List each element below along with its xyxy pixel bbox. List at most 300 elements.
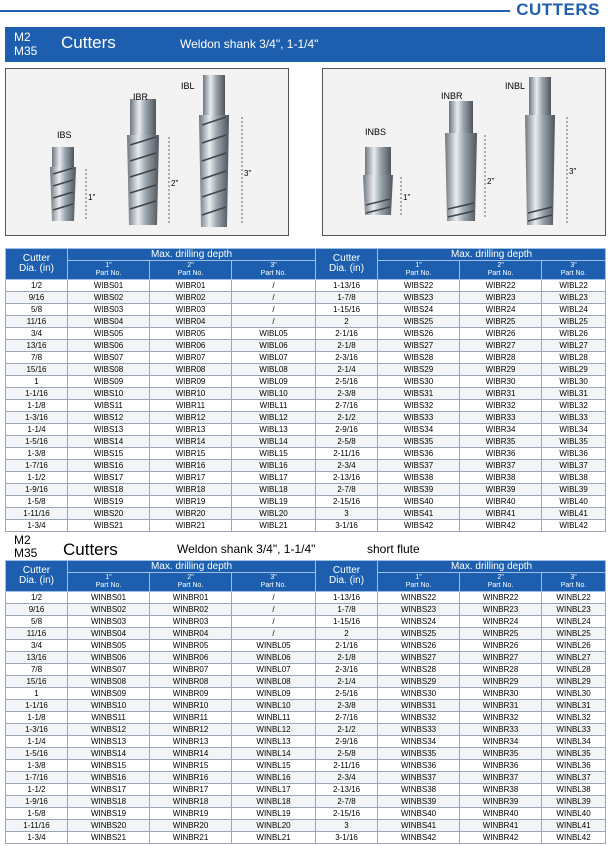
cell-part-no: WIBS07 (68, 352, 150, 364)
cell-part-no: WIBS06 (68, 340, 150, 352)
cell-part-no: WINBR17 (150, 784, 232, 796)
cell-diameter: 2-1/8 (316, 340, 378, 352)
section2-header (5, 534, 605, 560)
cell-part-no: WINBR28 (460, 664, 542, 676)
cell-diameter: 1-11/16 (6, 820, 68, 832)
cell-diameter: 1-3/4 (6, 832, 68, 844)
table-row (6, 664, 606, 676)
cell-part-no: WIBL22 (542, 280, 606, 292)
cell-part-no: WINBS03 (68, 616, 150, 628)
label-inbs: INBS (365, 127, 387, 137)
table-row (6, 784, 606, 796)
cell-part-no: WIBL42 (542, 520, 606, 532)
cell-part-no: WIBR14 (150, 436, 232, 448)
cell-diameter: 1-7/8 (316, 604, 378, 616)
section1-grade (14, 30, 37, 58)
cell-part-no: WIBR09 (150, 376, 232, 388)
cell-part-no: WINBS32 (378, 712, 460, 724)
table-row (6, 364, 606, 376)
depth-label: 2" (187, 262, 194, 269)
cell-part-no: / (232, 616, 316, 628)
shank-inbr (449, 101, 473, 133)
cell-part-no: WINBR01 (150, 592, 232, 604)
cell-diameter: 1-9/16 (6, 484, 68, 496)
cell-part-no: WINBS12 (68, 724, 150, 736)
cell-part-no: WIBS25 (378, 316, 460, 328)
table-row (6, 376, 606, 388)
cell-part-no: WIBR08 (150, 364, 232, 376)
col-header-dia (6, 249, 68, 280)
cell-part-no: WINBR32 (460, 712, 542, 724)
dim-ibs: 1" (88, 193, 96, 202)
cell-part-no: WIBS13 (68, 424, 150, 436)
cell-part-no: WINBR38 (460, 784, 542, 796)
cell-part-no: WINBS08 (68, 676, 150, 688)
cell-part-no: WIBL20 (232, 508, 316, 520)
parts-table-1 (5, 248, 606, 532)
header-cutter: Cutter (332, 565, 361, 576)
cell-diameter: 3 (316, 508, 378, 520)
table-row (6, 280, 606, 292)
cell-part-no: WIBR03 (150, 304, 232, 316)
cell-part-no: WINBL06 (232, 652, 316, 664)
cell-diameter: 2-15/16 (316, 808, 378, 820)
cell-part-no: WIBL23 (542, 292, 606, 304)
cell-diameter: 2-9/16 (316, 736, 378, 748)
cell-part-no: WINBR20 (150, 820, 232, 832)
cell-part-no: WINBR03 (150, 616, 232, 628)
label-ibl: IBL (181, 81, 195, 91)
cell-part-no: WIBL35 (542, 436, 606, 448)
cell-diameter: 1-1/4 (6, 424, 68, 436)
depth-label: 2" (497, 574, 504, 581)
table-body (6, 280, 606, 532)
table-row (6, 340, 606, 352)
table-row (6, 712, 606, 724)
table-row (6, 400, 606, 412)
cell-part-no: WINBL16 (232, 772, 316, 784)
cell-part-no: WIBL30 (542, 376, 606, 388)
cell-part-no: WIBL19 (232, 496, 316, 508)
header-cutter: Cutter (332, 253, 361, 264)
cell-part-no: WINBR13 (150, 736, 232, 748)
grade-m2: M2 (14, 30, 31, 44)
header-dia: Dia. (in) (329, 575, 365, 586)
cell-part-no: WINBL36 (542, 760, 606, 772)
part-label: Part No. (405, 270, 432, 277)
cell-part-no: WINBL35 (542, 748, 606, 760)
table-row (6, 628, 606, 640)
cell-part-no: WINBS05 (68, 640, 150, 652)
cell-part-no: WIBL05 (232, 328, 316, 340)
cell-part-no: WINBR27 (460, 652, 542, 664)
table-row (6, 520, 606, 532)
dim-ibr: 2" (171, 179, 179, 188)
cell-part-no: WIBS28 (378, 352, 460, 364)
cell-diameter: 1-3/16 (6, 724, 68, 736)
cell-diameter: 1-1/4 (6, 736, 68, 748)
cell-part-no: WIBR15 (150, 448, 232, 460)
table-row (6, 484, 606, 496)
table-row (6, 472, 606, 484)
table-row (6, 772, 606, 784)
cell-part-no: WIBS38 (378, 472, 460, 484)
cell-diameter: 1-5/16 (6, 748, 68, 760)
cell-part-no: WINBS42 (378, 832, 460, 844)
cell-diameter: 2-5/16 (316, 688, 378, 700)
table-row (6, 592, 606, 604)
cell-diameter: 2-3/8 (316, 388, 378, 400)
cell-part-no: WIBL29 (542, 364, 606, 376)
cell-part-no: WINBS11 (68, 712, 150, 724)
cell-part-no: WINBS31 (378, 700, 460, 712)
cell-diameter: 15/16 (6, 676, 68, 688)
body-inbs (363, 175, 393, 215)
cell-part-no: WIBR40 (460, 496, 542, 508)
cell-diameter: 13/16 (6, 340, 68, 352)
cell-part-no: WINBS35 (378, 748, 460, 760)
dim-inbr: 2" (487, 177, 495, 186)
cell-diameter: 3 (316, 820, 378, 832)
cell-part-no: WINBR24 (460, 616, 542, 628)
cell-diameter: 1-3/8 (6, 760, 68, 772)
cell-part-no: WIBR04 (150, 316, 232, 328)
cell-diameter: 5/8 (6, 616, 68, 628)
cell-part-no: WINBS15 (68, 760, 150, 772)
col-header-3in (232, 573, 316, 592)
cell-diameter: 3/4 (6, 328, 68, 340)
cell-part-no: WIBL11 (232, 400, 316, 412)
cell-part-no: WINBS29 (378, 676, 460, 688)
cell-diameter: 2-5/8 (316, 436, 378, 448)
table-row (6, 688, 606, 700)
cell-part-no: WIBS20 (68, 508, 150, 520)
cell-part-no: WIBR06 (150, 340, 232, 352)
cell-part-no: WIBS27 (378, 340, 460, 352)
cell-part-no: WIBS40 (378, 496, 460, 508)
cell-part-no: WIBS21 (68, 520, 150, 532)
cell-part-no: WIBR05 (150, 328, 232, 340)
cell-part-no: WINBR22 (460, 592, 542, 604)
cell-part-no: WIBS12 (68, 412, 150, 424)
cell-part-no: WINBS10 (68, 700, 150, 712)
cell-part-no: WINBR39 (460, 796, 542, 808)
dim-inbl: 3" (569, 167, 577, 176)
cell-part-no: WIBR41 (460, 508, 542, 520)
cell-part-no: WIBL26 (542, 328, 606, 340)
cell-diameter: 2-3/16 (316, 664, 378, 676)
part-label: Part No. (260, 582, 287, 589)
table-row (6, 328, 606, 340)
table-row (6, 748, 606, 760)
cell-part-no: WIBR11 (150, 400, 232, 412)
cell-part-no: WINBL13 (232, 736, 316, 748)
table-row (6, 388, 606, 400)
cutter-illustration-inb (323, 69, 605, 235)
cell-part-no: WIBL37 (542, 460, 606, 472)
cell-part-no: WINBS24 (378, 616, 460, 628)
col-header-3in (542, 573, 606, 592)
cell-part-no: WINBL20 (232, 820, 316, 832)
cell-part-no: WIBS16 (68, 460, 150, 472)
cell-part-no: WINBS09 (68, 688, 150, 700)
cell-diameter: 2-1/2 (316, 412, 378, 424)
cell-part-no: WINBS22 (378, 592, 460, 604)
cell-diameter: 1/2 (6, 592, 68, 604)
section2-note: short flute (367, 542, 420, 556)
dim-inbs: 1" (403, 193, 411, 202)
cell-part-no: WINBR06 (150, 652, 232, 664)
cell-diameter: 1-5/16 (6, 436, 68, 448)
cell-part-no: WIBR33 (460, 412, 542, 424)
cell-part-no: WINBS27 (378, 652, 460, 664)
cell-diameter: 1-3/8 (6, 448, 68, 460)
cell-part-no: WINBL30 (542, 688, 606, 700)
cell-part-no: WINBL37 (542, 772, 606, 784)
table-row (6, 760, 606, 772)
cell-diameter: 2-13/16 (316, 472, 378, 484)
cell-diameter: 1-5/8 (6, 496, 68, 508)
col-header-2in (150, 573, 232, 592)
table-row (6, 640, 606, 652)
cell-part-no: WINBR05 (150, 640, 232, 652)
cell-diameter: 1-1/8 (6, 400, 68, 412)
cell-part-no: WINBS06 (68, 652, 150, 664)
depth-label: 1" (105, 262, 112, 269)
cell-part-no: WINBL42 (542, 832, 606, 844)
col-header-max-depth: Max. drilling depth (68, 561, 316, 573)
brand-title: CUTTERS (516, 0, 600, 19)
col-header-3in (542, 261, 606, 280)
table-row (6, 496, 606, 508)
cell-part-no: WIBS34 (378, 424, 460, 436)
cell-part-no: WIBL25 (542, 316, 606, 328)
cell-part-no: WIBR28 (460, 352, 542, 364)
cell-part-no: WIBL15 (232, 448, 316, 460)
cell-part-no: WINBS37 (378, 772, 460, 784)
cell-part-no: WIBS19 (68, 496, 150, 508)
cell-part-no: WIBS14 (68, 436, 150, 448)
cell-diameter: 3/4 (6, 640, 68, 652)
cell-part-no: WINBL29 (542, 676, 606, 688)
cell-part-no: WIBL13 (232, 424, 316, 436)
cell-part-no: WIBS24 (378, 304, 460, 316)
cell-part-no: WINBL12 (232, 724, 316, 736)
cell-part-no: WINBL07 (232, 664, 316, 676)
cell-part-no: WINBS19 (68, 808, 150, 820)
cell-diameter: 1 (6, 376, 68, 388)
body-inbr (445, 133, 477, 221)
shank-ibs (52, 147, 74, 167)
table-row (6, 460, 606, 472)
cell-part-no: WIBL32 (542, 400, 606, 412)
header-dia: Dia. (in) (329, 263, 365, 274)
photo-panel-inb (322, 68, 606, 236)
cell-part-no: WINBL21 (232, 832, 316, 844)
cell-part-no: WIBS01 (68, 280, 150, 292)
cell-part-no: WINBL09 (232, 688, 316, 700)
section2-grade (14, 534, 37, 560)
cell-part-no: WINBS36 (378, 760, 460, 772)
depth-label: 1" (415, 574, 422, 581)
cell-diameter: 1-1/16 (6, 388, 68, 400)
cell-part-no: WINBL18 (232, 796, 316, 808)
cell-part-no: WINBR15 (150, 760, 232, 772)
grade-m2: M2 (14, 533, 31, 547)
cell-part-no: WINBR21 (150, 832, 232, 844)
shank-ibr (130, 99, 156, 135)
section2-title: Cutters (63, 540, 118, 559)
cell-diameter: 1-7/8 (316, 292, 378, 304)
cell-diameter: 2-3/4 (316, 772, 378, 784)
header-cutter: Cutter (22, 253, 51, 264)
cell-diameter: 2-1/4 (316, 676, 378, 688)
cell-part-no: WIBR22 (460, 280, 542, 292)
body-inbl (525, 115, 555, 225)
cell-part-no: / (232, 592, 316, 604)
cell-diameter: 2-9/16 (316, 424, 378, 436)
cell-part-no: WIBS11 (68, 400, 150, 412)
cell-part-no: WIBR07 (150, 352, 232, 364)
cell-part-no: WINBL11 (232, 712, 316, 724)
shank-inbs (365, 147, 391, 175)
shank-inbl (529, 77, 551, 115)
cell-part-no: WIBL28 (542, 352, 606, 364)
cell-part-no: WINBS21 (68, 832, 150, 844)
cell-diameter: 1-3/4 (6, 520, 68, 532)
cell-diameter: 1-7/16 (6, 772, 68, 784)
cell-part-no: WIBL08 (232, 364, 316, 376)
cell-diameter: 2-1/16 (316, 640, 378, 652)
cell-part-no: WIBR12 (150, 412, 232, 424)
cell-part-no: WINBL31 (542, 700, 606, 712)
cell-part-no: WINBR19 (150, 808, 232, 820)
col-header-2in (460, 261, 542, 280)
cell-part-no: WIBL24 (542, 304, 606, 316)
cell-part-no: WIBR31 (460, 388, 542, 400)
cell-part-no: WIBS17 (68, 472, 150, 484)
cell-part-no: WIBR16 (150, 460, 232, 472)
cell-part-no: WIBR19 (150, 496, 232, 508)
cell-part-no: WIBR02 (150, 292, 232, 304)
cell-part-no: WINBR09 (150, 688, 232, 700)
part-label: Part No. (487, 270, 514, 277)
part-label: Part No. (405, 582, 432, 589)
cell-part-no: WIBL16 (232, 460, 316, 472)
table-row (6, 508, 606, 520)
cell-part-no: / (232, 304, 316, 316)
cell-part-no: WINBR23 (460, 604, 542, 616)
cell-diameter: 5/8 (6, 304, 68, 316)
cell-part-no: WIBR34 (460, 424, 542, 436)
cell-part-no: WIBL40 (542, 496, 606, 508)
cell-part-no: WINBR18 (150, 796, 232, 808)
cell-diameter: 2-5/8 (316, 748, 378, 760)
label-ibs: IBS (57, 130, 72, 140)
col-header-max-depth: Max. drilling depth (68, 249, 316, 261)
cell-part-no: WIBS22 (378, 280, 460, 292)
cell-part-no: WIBL10 (232, 388, 316, 400)
table-row (6, 412, 606, 424)
cell-part-no: WINBR42 (460, 832, 542, 844)
header-dia: Dia. (in) (18, 263, 54, 274)
cell-part-no: WINBL34 (542, 736, 606, 748)
cell-part-no: / (232, 628, 316, 640)
grade-m35: M35 (14, 44, 38, 58)
cell-part-no: / (232, 280, 316, 292)
cell-part-no: WINBR34 (460, 736, 542, 748)
cell-part-no: WINBL28 (542, 664, 606, 676)
cell-diameter: 2 (316, 628, 378, 640)
cell-part-no: WIBL34 (542, 424, 606, 436)
cell-part-no: WIBR30 (460, 376, 542, 388)
table-row (6, 304, 606, 316)
cell-diameter: 2-1/8 (316, 652, 378, 664)
part-label: Part No. (177, 270, 204, 277)
cell-diameter: 1-13/16 (316, 592, 378, 604)
cell-diameter: 2-7/8 (316, 796, 378, 808)
cell-part-no: WINBS14 (68, 748, 150, 760)
cell-part-no: WINBS23 (378, 604, 460, 616)
photo-panel-ib (5, 68, 289, 236)
cell-part-no: WINBS30 (378, 688, 460, 700)
cell-part-no: WINBL39 (542, 796, 606, 808)
cell-part-no: WIBL06 (232, 340, 316, 352)
cell-diameter: 13/16 (6, 652, 68, 664)
cell-part-no: WINBS39 (378, 796, 460, 808)
cell-part-no: WIBR25 (460, 316, 542, 328)
cell-diameter: 2-7/8 (316, 484, 378, 496)
table-row (6, 436, 606, 448)
label-inbr: INBR (441, 91, 463, 101)
table-row (6, 676, 606, 688)
cell-part-no: WINBS26 (378, 640, 460, 652)
col-header-3in (232, 261, 316, 280)
cell-part-no: WIBR39 (460, 484, 542, 496)
cell-part-no: WINBR10 (150, 700, 232, 712)
cell-part-no: WINBR36 (460, 760, 542, 772)
cell-part-no: WIBL27 (542, 340, 606, 352)
cell-part-no: WIBR10 (150, 388, 232, 400)
cell-part-no: WIBR29 (460, 364, 542, 376)
shank-ibl (203, 75, 225, 115)
table-row (6, 796, 606, 808)
cell-part-no: WIBR17 (150, 472, 232, 484)
section1-banner (5, 27, 605, 62)
parts-table-2 (5, 560, 606, 844)
cell-diameter: 7/8 (6, 664, 68, 676)
cell-diameter: 2-5/16 (316, 376, 378, 388)
cell-part-no: WIBL38 (542, 472, 606, 484)
cell-diameter: 2-7/16 (316, 400, 378, 412)
cell-diameter: 2 (316, 316, 378, 328)
cell-diameter: 15/16 (6, 364, 68, 376)
cell-part-no: WIBR27 (460, 340, 542, 352)
label-inbl: INBL (505, 81, 526, 91)
cell-part-no: WIBL17 (232, 472, 316, 484)
cell-part-no: WINBR31 (460, 700, 542, 712)
cell-part-no: WINBS04 (68, 628, 150, 640)
cell-part-no: WINBL33 (542, 724, 606, 736)
cell-part-no: WINBS20 (68, 820, 150, 832)
cell-part-no: WIBR36 (460, 448, 542, 460)
cell-diameter: 3-1/16 (316, 832, 378, 844)
cell-part-no: / (232, 604, 316, 616)
cell-part-no: WIBS31 (378, 388, 460, 400)
cell-part-no: WIBR18 (150, 484, 232, 496)
body-ibs (50, 167, 76, 221)
depth-label: 2" (187, 574, 194, 581)
